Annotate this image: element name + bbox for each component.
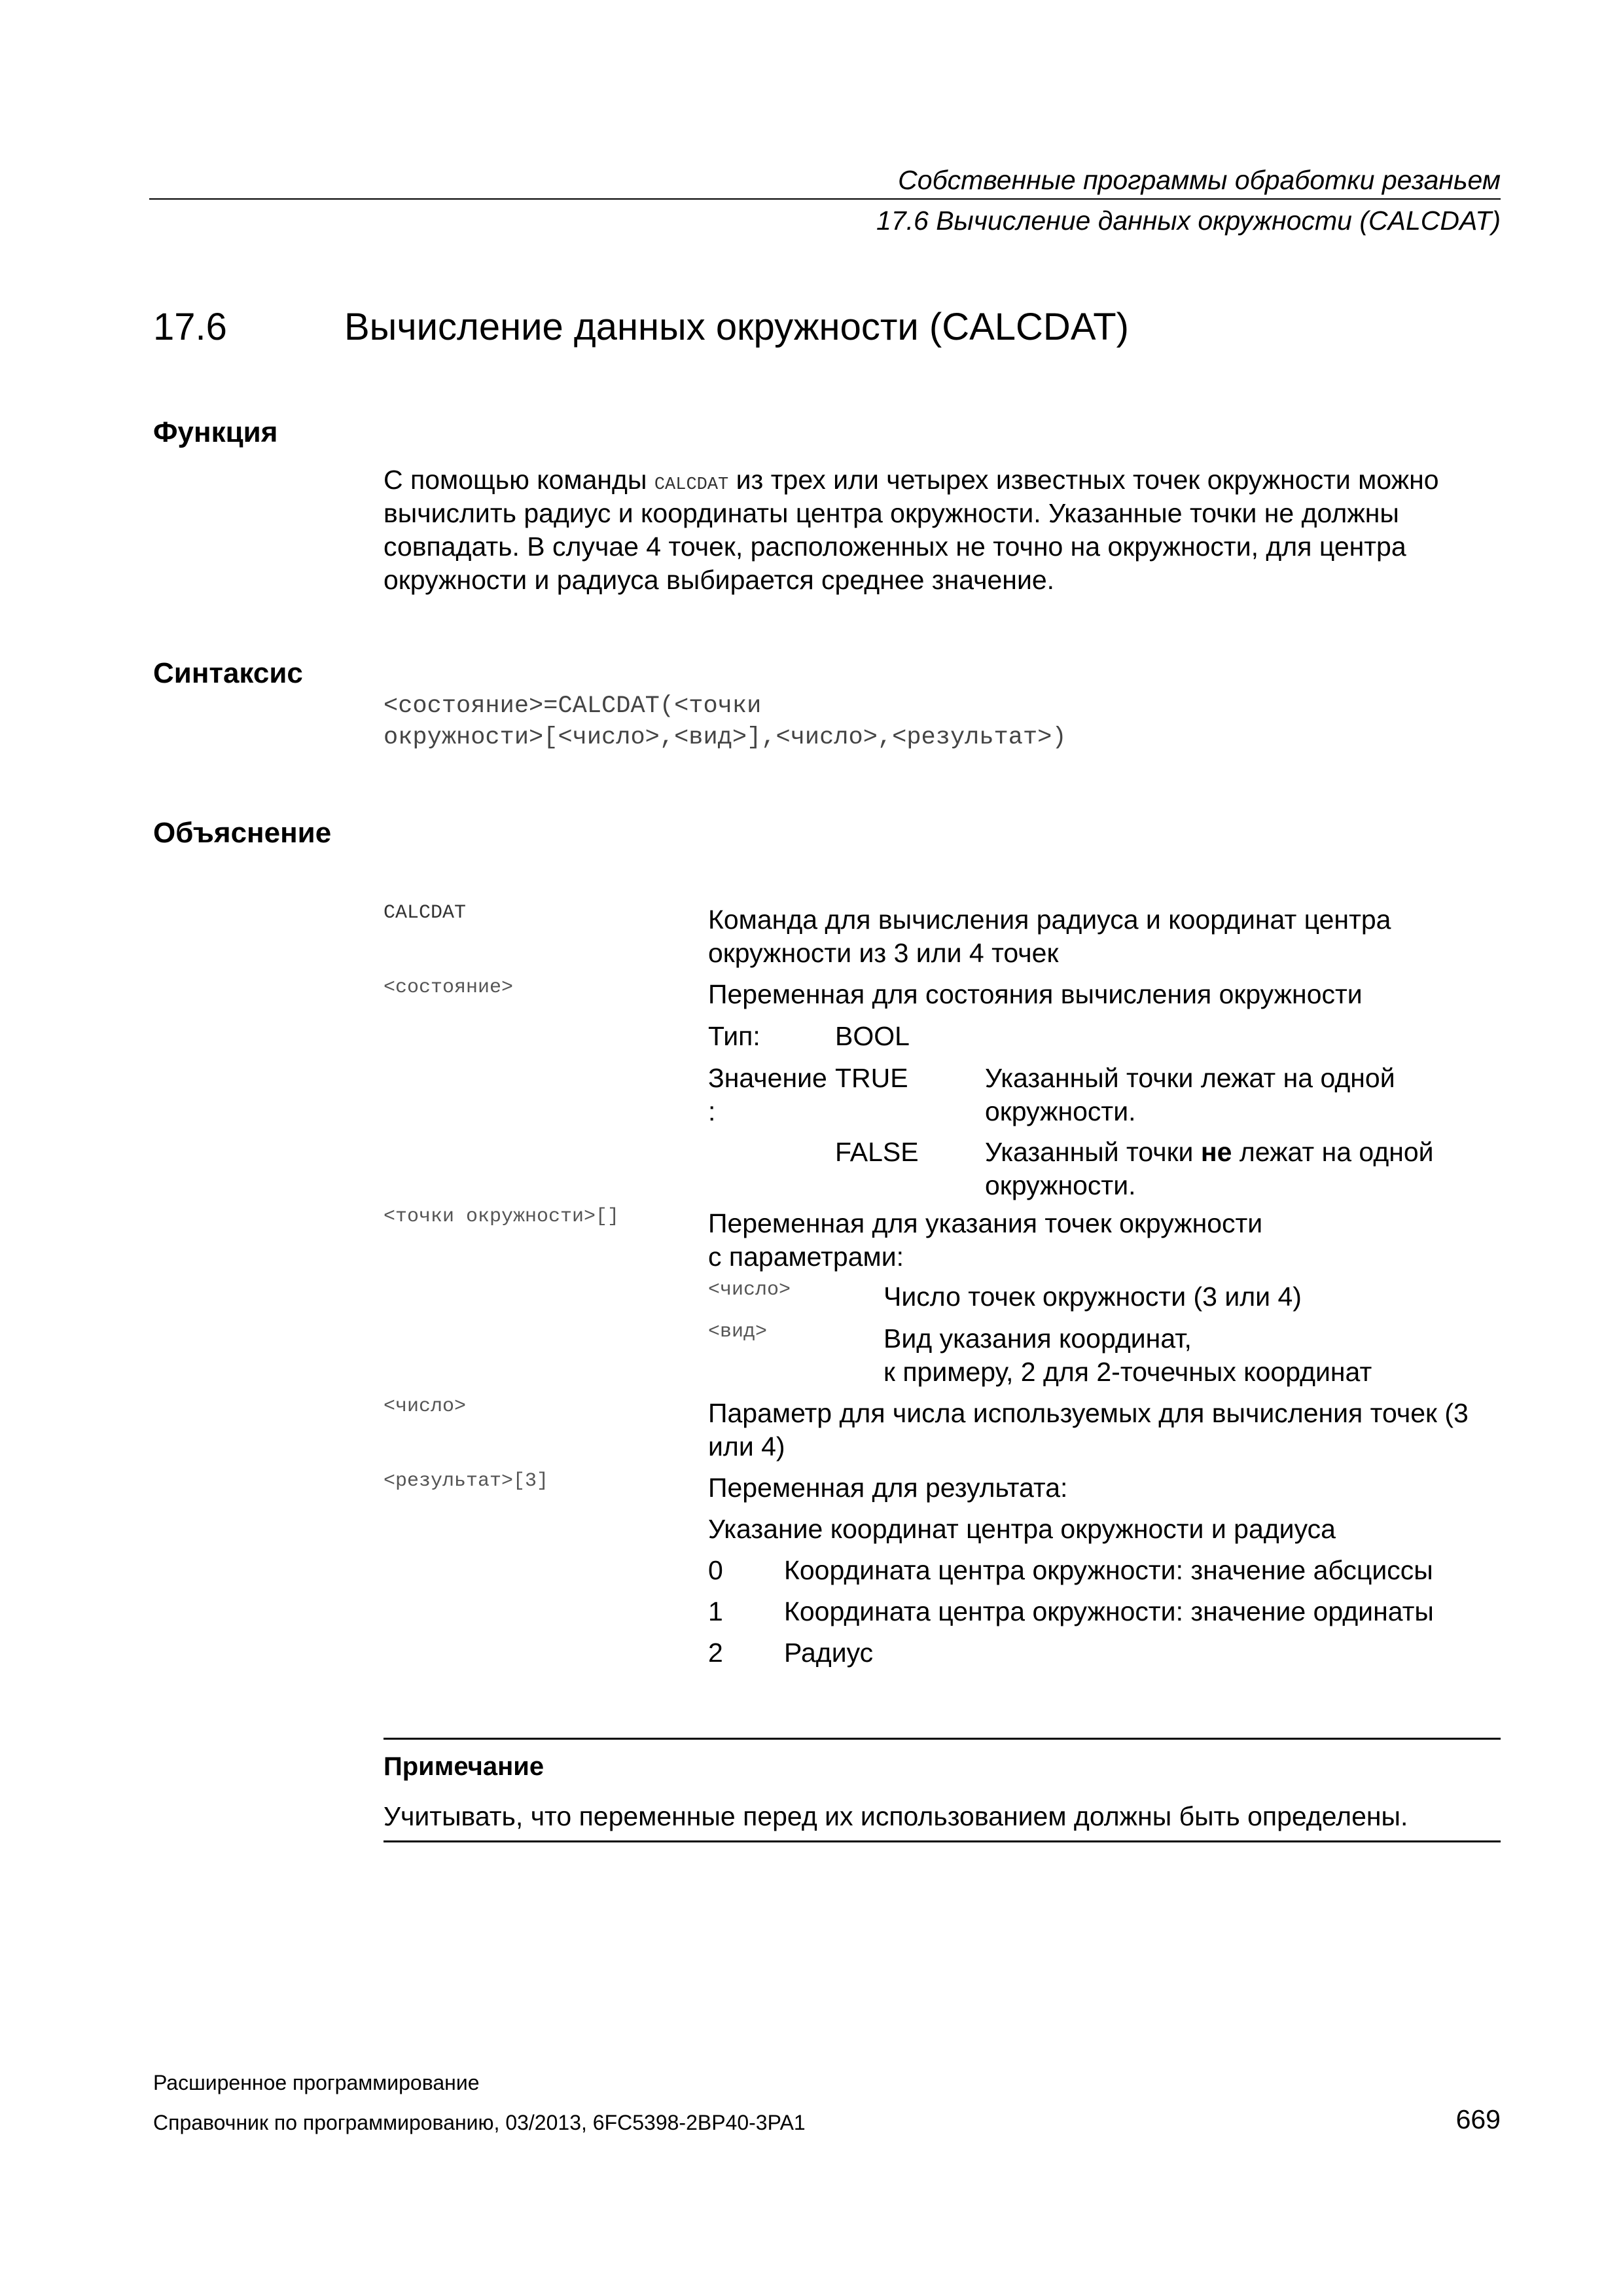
desc-state: Переменная для состояния вычисления окружности [708, 979, 1363, 1009]
desc-number-2: или 4) [708, 1431, 785, 1462]
result-item-index: 1 [708, 1596, 723, 1626]
function-inline-code: CALCDAT [654, 475, 729, 495]
desc-points-number: Число точек окружности (3 или 4) [883, 1282, 1302, 1312]
footer-manual-info: Справочник по программированию, 03/2013, 6FC5398-2BP40-3PA1 [153, 2111, 806, 2134]
function-line-1-start: С помощью команды [383, 465, 654, 495]
term-points-number: <число> [708, 1279, 791, 1301]
result-item-index: 2 [708, 1638, 723, 1668]
explanation-heading: Объяснение [153, 817, 332, 849]
note-heading: Примечание [383, 1752, 544, 1781]
term-calcdat: CALCDAT [383, 902, 467, 924]
desc-result-1: Переменная для результата: [708, 1473, 1068, 1503]
desc-result-2: Указание координат центра окружности и радиуса [708, 1514, 1336, 1544]
state-type-label: Тип: [708, 1021, 760, 1051]
function-line-3: совпадать. В случае 4 точек, расположенных не точно на окружности, для центра [383, 531, 1406, 562]
term-state: <состояние> [383, 977, 514, 999]
section-title: Вычисление данных окружности (CALCDAT) [344, 306, 1129, 348]
function-heading: Функция [153, 416, 278, 448]
function-line-2: вычислить радиус и координаты центра окружности. Указанные точки не должны [383, 498, 1399, 528]
note-text: Учитывать, что переменные перед их использованием должны быть определены. [383, 1801, 1408, 1831]
result-item-text: Координата центра окружности: значение ординаты [784, 1596, 1434, 1626]
term-points: <точки окружности>[] [383, 1206, 620, 1228]
section-number: 17.6 [153, 306, 227, 348]
note-top-rule [383, 1738, 1501, 1740]
syntax-line-2: окружности>[<число>,<вид>],<число>,<результат>) [383, 724, 1067, 751]
state-false-desc-2: окружности. [985, 1170, 1136, 1200]
term-number: <число> [383, 1395, 467, 1418]
desc-points-1: Переменная для указания точек окружности [708, 1208, 1263, 1238]
syntax-line-1: <состояние>=CALCDAT(<точки [383, 692, 762, 720]
state-false-desc-start: Указанный точки [985, 1137, 1201, 1167]
desc-calcdat-1: Команда для вычисления радиуса и координат центра [708, 905, 1391, 935]
result-item-text: Координата центра окружности: значение абсциссы [784, 1555, 1433, 1585]
function-line-1-end: из трех или четырех известных точек окружности можно [728, 465, 1439, 495]
state-false-desc-emphasis: не [1200, 1137, 1232, 1167]
result-item-index: 0 [708, 1555, 723, 1585]
page-number: 669 [1455, 2104, 1501, 2134]
footer-book-title: Расширенное программирование [153, 2071, 480, 2094]
state-type-value: BOOL [835, 1021, 910, 1051]
term-result: <результат>[3] [383, 1470, 549, 1492]
state-false: FALSE [835, 1137, 919, 1167]
header-rule [149, 198, 1501, 200]
desc-points-kind-2: к примеру, 2 для 2-точечных координат [883, 1357, 1372, 1387]
state-value-label-colon: : [708, 1096, 716, 1126]
state-false-desc-end: лежат на одной [1232, 1137, 1434, 1167]
result-item-text: Радиус [784, 1638, 874, 1668]
state-true-desc-2: окружности. [985, 1096, 1136, 1126]
state-true: TRUE [835, 1063, 908, 1093]
desc-points-kind-1: Вид указания координат, [883, 1323, 1192, 1354]
running-header-chapter: Собственные программы обработки резаньем [898, 165, 1501, 195]
syntax-heading: Синтаксис [153, 657, 303, 689]
state-true-desc-1: Указанный точки лежат на одной [985, 1063, 1395, 1093]
desc-points-2: с параметрами: [708, 1242, 904, 1272]
function-line-4: окружности и радиуса выбирается среднее значение. [383, 565, 1055, 595]
state-value-label: Значение [708, 1063, 827, 1093]
running-header-section: 17.6 Вычисление данных окружности (CALCDAT) [876, 206, 1501, 236]
desc-calcdat-2: окружности из 3 или 4 точек [708, 938, 1059, 968]
desc-number-1: Параметр для числа используемых для вычисления точек (3 [708, 1398, 1469, 1428]
term-points-kind: <вид> [708, 1321, 768, 1343]
note-bottom-rule [383, 1840, 1501, 1842]
state-false-desc-1 [985, 1136, 1434, 1169]
